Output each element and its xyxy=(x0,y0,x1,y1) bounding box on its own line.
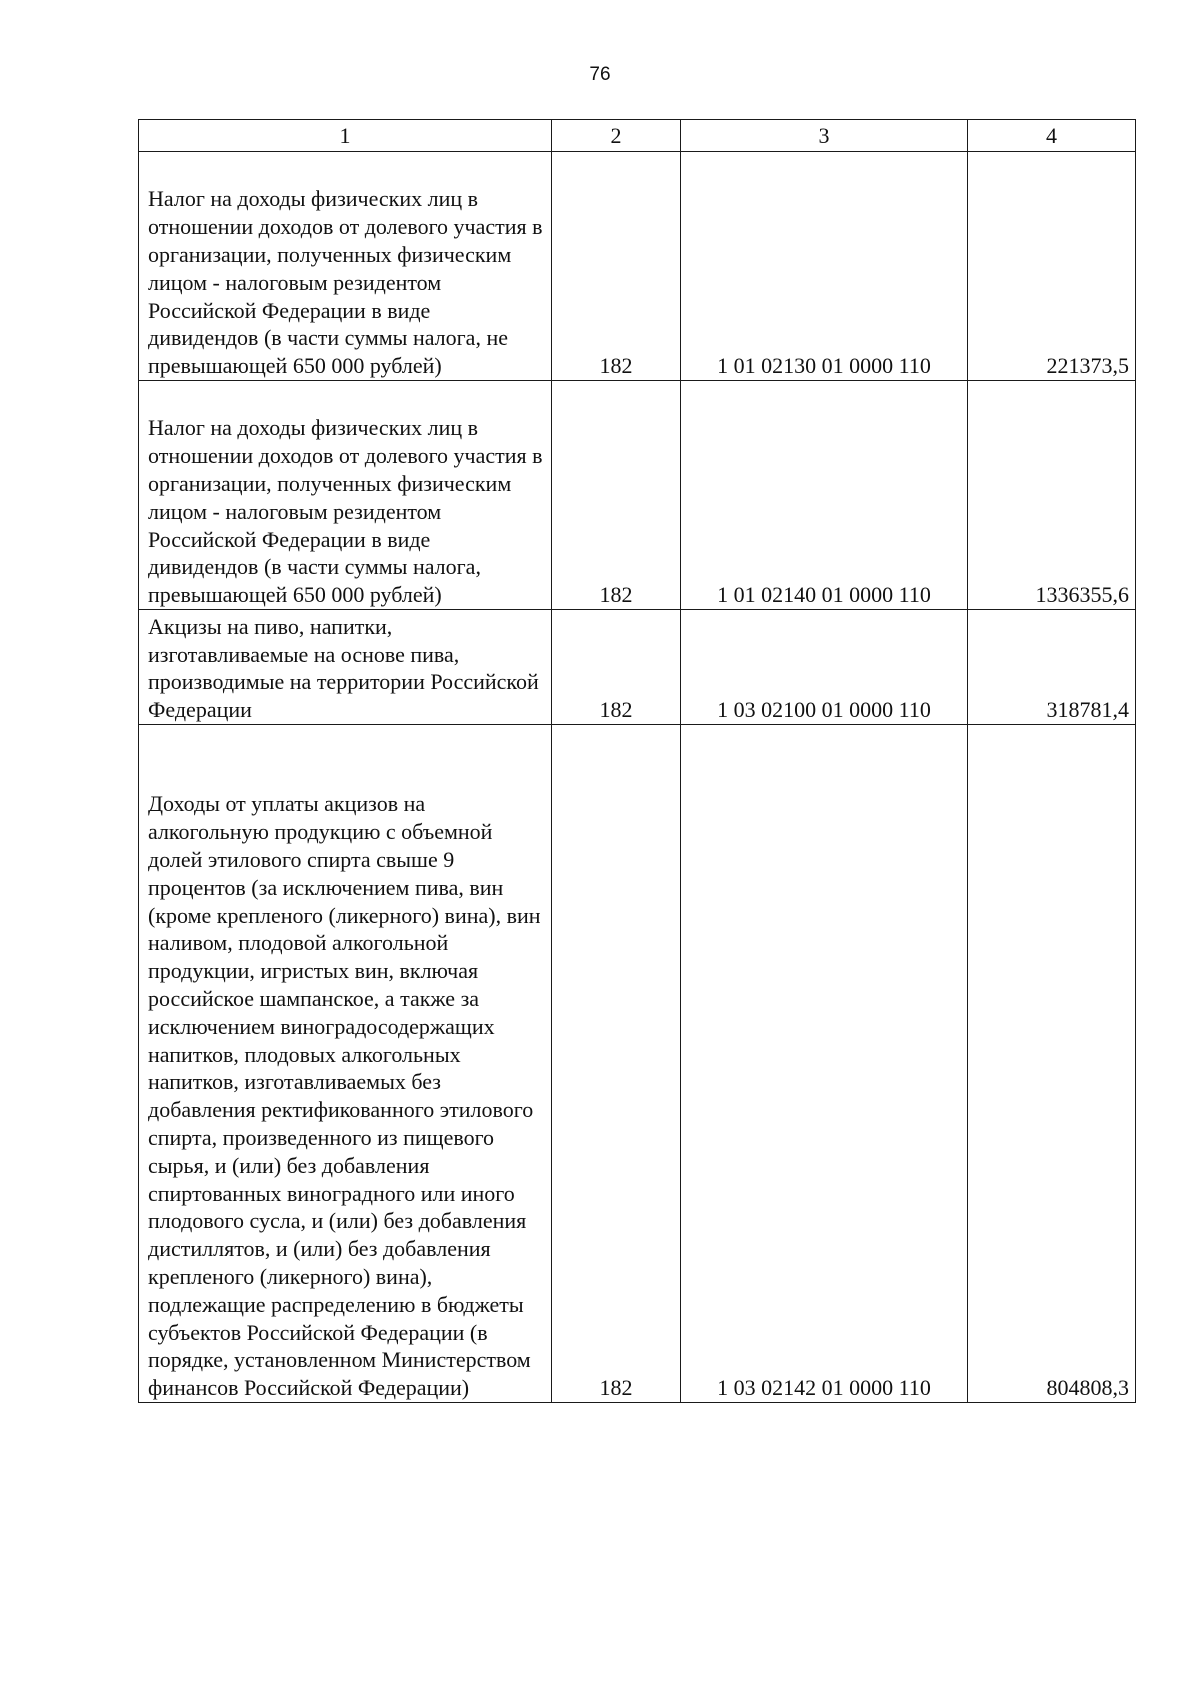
admin-code: 182 xyxy=(552,152,681,381)
budget-classification-code: 1 01 02140 01 0000 110 xyxy=(681,381,968,610)
header-col-4: 4 xyxy=(968,120,1136,152)
table-header-row xyxy=(139,120,1136,152)
revenue-name: Налог на доходы физических лиц в отношении доходов от долевого участия в организации, полученных физическим лицом - налоговым резидентом Российской Федерации в виде дивидендов (в части суммы налога, превышающей 650 000 рублей) xyxy=(139,381,552,610)
header-col-1: 1 xyxy=(139,120,552,152)
header-col-3: 3 xyxy=(681,120,968,152)
amount: 221373,5 xyxy=(968,152,1136,381)
admin-code: 182 xyxy=(552,381,681,610)
table-row xyxy=(139,152,1136,381)
header-col-2: 2 xyxy=(552,120,681,152)
revenue-name: Налог на доходы физических лиц в отношении доходов от долевого участия в организации, полученных физическим лицом - налоговым резидентом Российской Федерации в виде дивидендов (в части суммы налога, не превышающей 650 000 рублей) xyxy=(139,152,552,381)
budget-classification-code: 1 03 02142 01 0000 110 xyxy=(681,725,968,1403)
revenue-name: Акцизы на пиво, напитки, изготавливаемые на основе пива, производимые на территории Российской Федерации xyxy=(139,610,552,725)
amount: 804808,3 xyxy=(968,725,1136,1403)
table-row xyxy=(139,610,1136,725)
table-row xyxy=(139,725,1136,1403)
page-number: 76 xyxy=(589,64,611,85)
admin-code: 182 xyxy=(552,610,681,725)
table-row xyxy=(139,381,1136,610)
revenue-name: Доходы от уплаты акцизов на алкогольную продукцию с объемной долей этилового спирта свыше 9 процентов (за исключением пива, вин (кроме крепленого (ликерного) вина), вин наливом, плодовой алкогольной продукции, игристых вин, включая российское шампанское, а также за исключением виноградосодержащих напитков, плодовых алкогольных напитков, изготавливаемых без добавления ректификованного этилового спирта, произведенного из пищевого сырья, и (или) без добавления спиртованных виноградного или иного плодового сусла, и (или) без добавления дистиллятов, и (или) без добавления крепленого (ликерного) вина), подлежащие распределению в бюджеты субъектов Российской Федерации (в порядке, установленном Министерством финансов Российской Федерации) xyxy=(139,725,552,1403)
budget-classification-code: 1 01 02130 01 0000 110 xyxy=(681,152,968,381)
amount: 318781,4 xyxy=(968,610,1136,725)
budget-revenue-table xyxy=(138,119,1136,1403)
amount: 1336355,6 xyxy=(968,381,1136,610)
admin-code: 182 xyxy=(552,725,681,1403)
budget-classification-code: 1 03 02100 01 0000 110 xyxy=(681,610,968,725)
